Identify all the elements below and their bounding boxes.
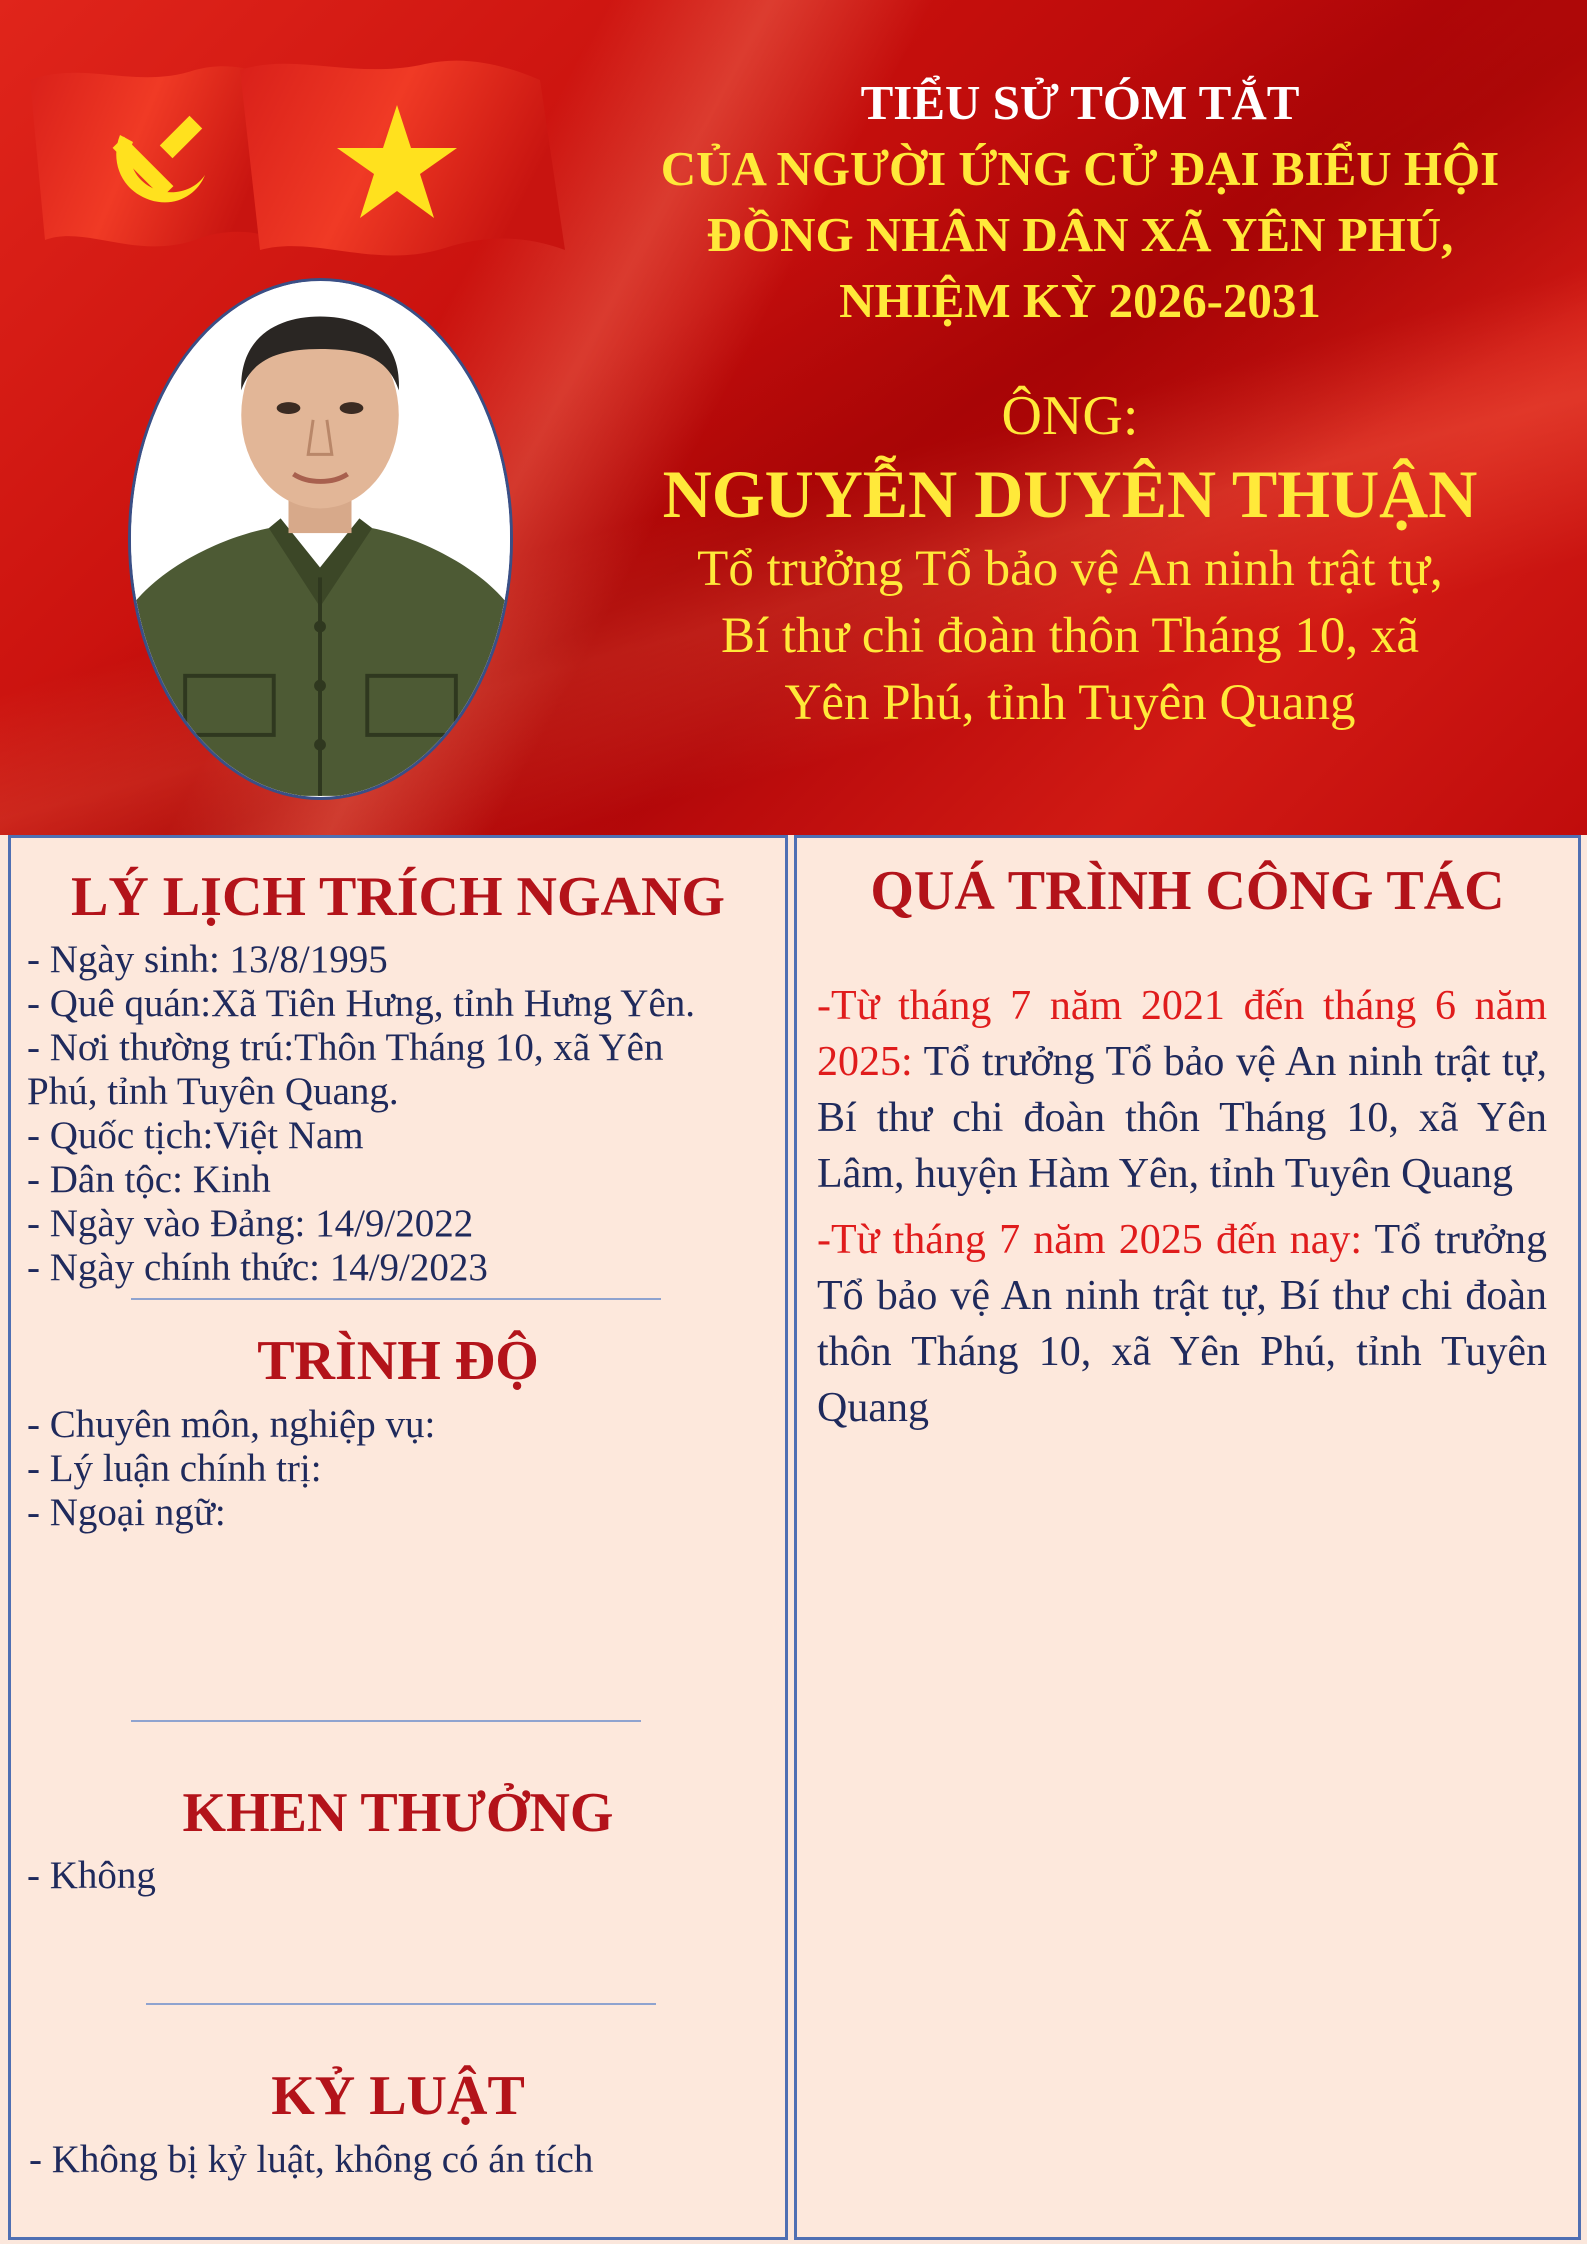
- bio-item: - Ngày chính thức: 14/9/2023: [27, 1246, 488, 1289]
- party-flag-icon: [30, 66, 280, 246]
- position-line: Tổ trưởng Tổ bảo vệ An ninh trật tự,: [697, 541, 1443, 597]
- discipline-section-title: KỶ LUẬT: [271, 2065, 525, 2127]
- title-line: ĐỒNG NHÂN DÂN XÃ YÊN PHÚ,: [706, 207, 1454, 262]
- work-period: -Từ tháng 7 năm 2025 đến nay:: [817, 1217, 1363, 1263]
- education-section-title: TRÌNH ĐỘ: [257, 1330, 539, 1392]
- work-history-panel: [794, 835, 1581, 2240]
- salutation: ÔNG:: [1001, 385, 1139, 447]
- flags-emblem: [25, 50, 585, 280]
- bio-item: Phú, tỉnh Tuyên Quang.: [27, 1070, 399, 1113]
- bio-list: [27, 938, 777, 1290]
- education-item: - Ngoại ngữ:: [27, 1491, 226, 1534]
- portrait-image: [131, 281, 510, 797]
- title-line: TIỂU SỬ TÓM TẮT: [860, 75, 1300, 130]
- awards-list: [27, 1854, 777, 1898]
- title-line: NHIỆM KỲ 2026-2031: [839, 273, 1321, 328]
- discipline-item: - Không bị kỷ luật, không có án tích: [29, 2138, 594, 2181]
- candidate-name: NGUYỄN DUYÊN THUẬN: [662, 456, 1478, 532]
- education-item: - Chuyên môn, nghiệp vụ:: [27, 1403, 436, 1446]
- work-section-title: QUÁ TRÌNH CÔNG TÁC: [870, 860, 1505, 922]
- work-list: [817, 978, 1547, 1446]
- bio-item: - Dân tộc: Kinh: [27, 1158, 271, 1201]
- section-divider: [131, 1298, 661, 1300]
- education-list: [27, 1403, 777, 1535]
- awards-section-title: KHEN THƯỞNG: [182, 1782, 614, 1844]
- work-description: Tổ trưởng Tổ bảo vệ An ninh trật tự, Bí thư chi đoàn thôn Tháng 10, xã Yên Lâm, huyện Hàm Yên, tỉnh Tuyên Quang: [817, 1039, 1547, 1197]
- section-divider: [131, 1720, 641, 1722]
- section-divider: [146, 2003, 656, 2005]
- position-line: Bí thư chi đoàn thôn Tháng 10, xã: [720, 608, 1420, 664]
- bio-item: - Quê quán:Xã Tiên Hưng, tỉnh Hưng Yên.: [27, 982, 696, 1025]
- bio-item: - Ngày sinh: 13/8/1995: [27, 938, 388, 981]
- personal-profile-panel: [8, 835, 788, 2240]
- bio-item: - Ngày vào Đảng: 14/9/2022: [27, 1202, 474, 1245]
- work-description: Tổ trưởng Tổ bảo vệ An ninh trật tự, Bí thư chi đoàn thôn Tháng 10, xã Yên Phú, tỉnh Tuyên Quang: [817, 1217, 1547, 1431]
- education-item: - Lý luận chính trị:: [27, 1447, 322, 1490]
- discipline-list: [29, 2138, 779, 2182]
- awards-item: - Không: [27, 1854, 156, 1897]
- work-period: -Từ tháng 7 năm 2021 đến tháng 6 năm 2025:: [817, 983, 1547, 1085]
- title-line: CỦA NGƯỜI ỨNG CỬ ĐẠI BIỂU HỘI: [660, 141, 1500, 196]
- candidate-info: [570, 380, 1570, 737]
- work-entry: [817, 978, 1547, 1202]
- candidate-portrait: [128, 278, 513, 800]
- bio-section-title: LÝ LỊCH TRÍCH NGANG: [71, 866, 725, 928]
- bio-item: - Nơi thường trú:Thôn Tháng 10, xã Yên: [27, 1026, 664, 1069]
- document-title: [590, 70, 1570, 334]
- work-entry: [817, 1212, 1547, 1436]
- bio-item: - Quốc tịch:Việt Nam: [27, 1114, 364, 1157]
- header-banner: [0, 0, 1587, 835]
- national-flag-icon: [240, 61, 565, 256]
- position-line: Yên Phú, tỉnh Tuyên Quang: [784, 675, 1356, 731]
